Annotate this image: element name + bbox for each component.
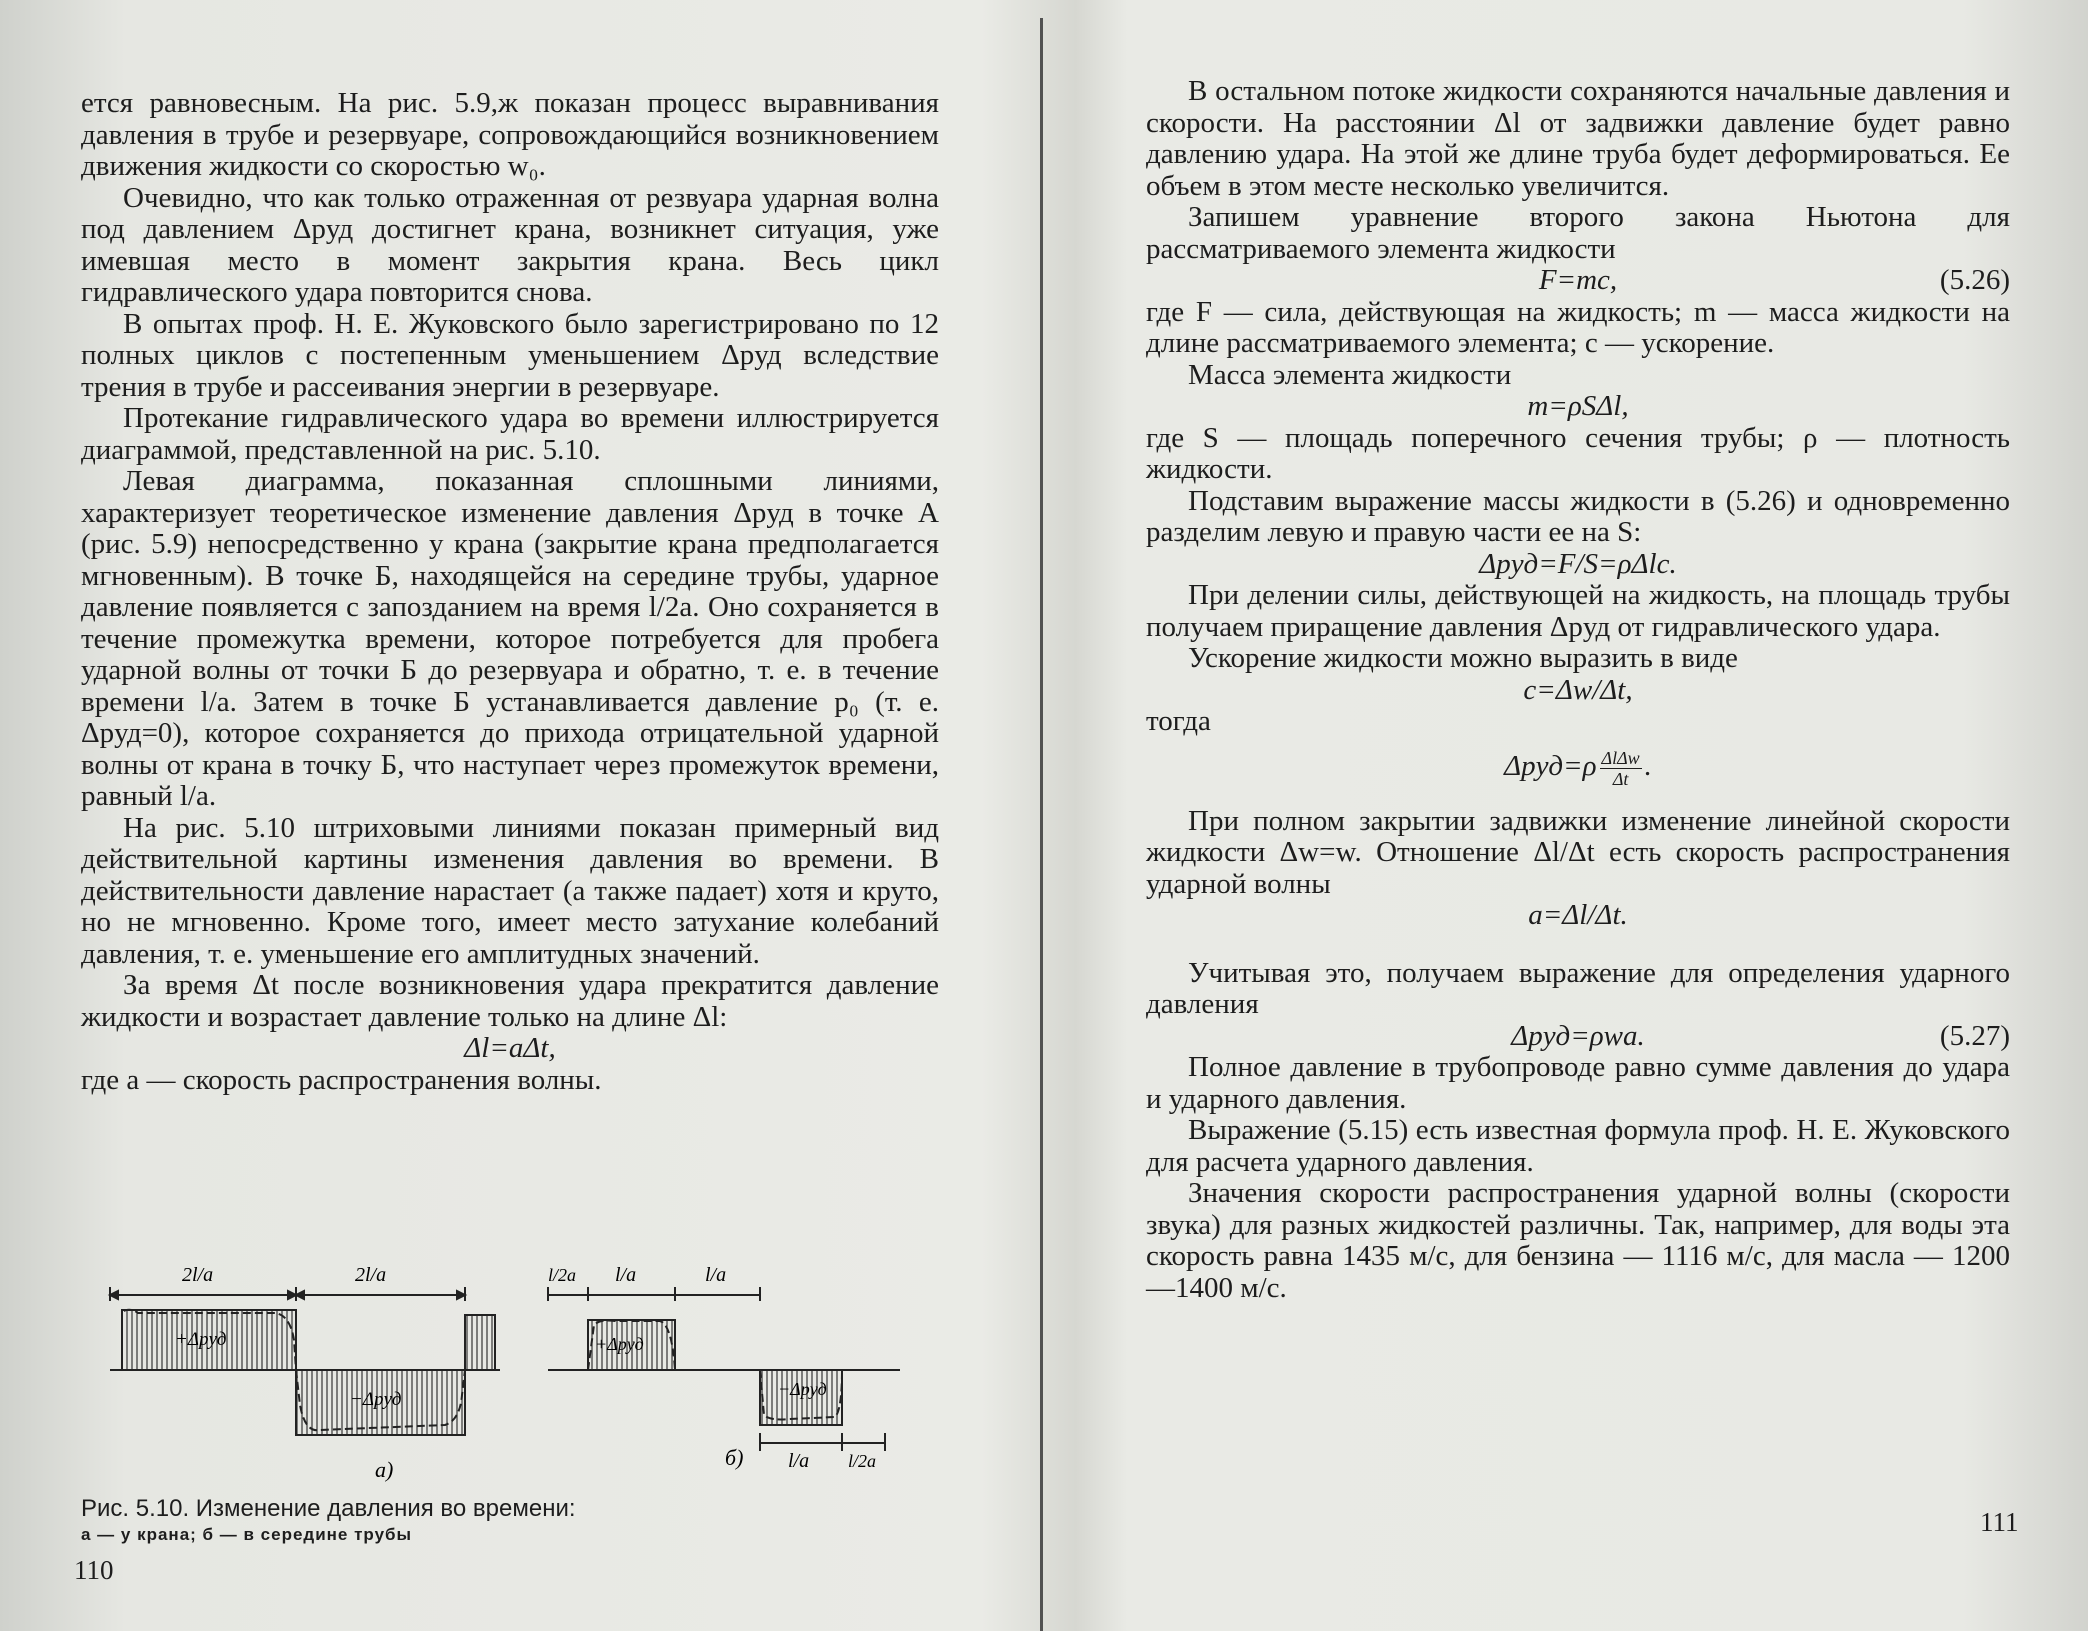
page-number: 110: [74, 1555, 114, 1585]
paragraph: При полном закрытии задвижки изменение линейной скорости жидкости Δw=w. Отношение Δl/Δt есть скорость распространения ударной волны: [1146, 804, 2010, 900]
paragraph: где S — площадь поперечного сечения трубы; ρ — плотность жидкости.: [1146, 421, 2010, 485]
paragraph: ется равновесным. На рис. 5.9,ж показан процесс выравнивания давления в трубе и резервуаре, сопровождающийся возникновением движения жидкости со скоростью w₀.: [81, 87, 939, 182]
paragraph: тогда: [1146, 705, 1211, 737]
formula-text: Δpуд=F/S=ρΔlc.: [1479, 547, 1677, 580]
paragraph: Запишем уравнение второго закона Ньютона для рассматриваемого элемента жидкости: [1146, 201, 2010, 265]
diagram-b: [548, 1287, 900, 1451]
right-text-column: [1146, 76, 2010, 1304]
label-sub-b: б): [725, 1445, 744, 1470]
formula-text: F=mc,: [1538, 264, 1618, 296]
paragraph: При делении силы, действующей на жидкость, на площадь трубы получаем приращение давления Δpуд от гидравлического удара.: [1146, 579, 2010, 643]
formula-text: Δl=aΔt,: [464, 1032, 556, 1064]
equation-number: (5.27): [1939, 1019, 2010, 1052]
figure-5-10: [100, 1245, 920, 1485]
label-sub-a: а): [375, 1457, 394, 1482]
figure-caption: [81, 1495, 621, 1547]
formula-fraction: [1146, 738, 2010, 806]
paragraph: Подставим выражение массы жидкости в (5.26) и одновременно разделим левую и правую части ее на S:: [1146, 484, 2010, 548]
label-2l-a-1: 2l/a: [182, 1264, 214, 1286]
label-l-a-1: l/a: [615, 1264, 637, 1286]
label-pos-a: +Δpуд: [175, 1329, 227, 1350]
paragraph: На рис. 5.10 штриховыми линиями показан примерный вид действительной картины изменения давления во времени. В действительности давление нарастает (а также падает) хотя и круто, но не мгновенно. Кроме того, имеет место затухание колебаний давления, т. е. уменьшение его амплитудных значений.: [81, 811, 939, 970]
paragraph: Значения скорости распространения ударной волны (скорости звука) для разных жидкостей различны. Так, например, для воды эта скорость равна 1435 м/с, для бензина — 1116 м/с, для масла — 1200—1400 м/с.: [1146, 1177, 2010, 1304]
right-page: [1044, 0, 2088, 1631]
caption-legend: а — у крана; б — в середине трубы: [81, 1525, 413, 1544]
paragraph: Протекание гидравлического удара во времени иллюстрируется диаграммой, представленной на рис. 5.10.: [81, 402, 939, 466]
caption-title: Рис. 5.10. Изменение давления во времени:: [81, 1495, 576, 1522]
formula-5-27: [1146, 1021, 2010, 1053]
paragraph: В опытах проф. Н. Е. Жуковского было зарегистрировано по 12 полных циклов с постепенным уменьшением Δpуд вследствие трения в трубе и рассеивания энергии в резервуаре.: [81, 307, 939, 403]
book-spine: [1040, 18, 1043, 1631]
label-neg-b: −Δpуд: [778, 1379, 827, 1399]
fraction-denominator: Δt: [1612, 768, 1629, 789]
formula-text: Δpуд=ρwa.: [1511, 1019, 1645, 1052]
fraction-numerator: ΔlΔw: [1601, 747, 1640, 768]
paragraph: Ускорение жидкости можно выразить в виде: [1188, 642, 1738, 674]
left-text-column: [81, 88, 939, 1096]
formula-text: c=Δw/Δt,: [1523, 673, 1633, 706]
formula-pressure-force: [1146, 549, 2010, 581]
paragraph: Очевидно, что как только отраженная от резвуара ударная волна под давлением Δpуд достигнет крана, возникнет ситуация, уже имевшая место в момент закрытия крана. Весь цикл гидравлического удара повторится снова.: [81, 181, 939, 308]
paragraph: За время Δt после возникновения удара прекратится давление жидкости и возрастает давление только на длине Δl:: [81, 969, 939, 1033]
formula-text: Δpуд=ρ: [1504, 749, 1597, 782]
equation-number: (5.26): [1939, 264, 2010, 296]
formula-wave-speed: [1146, 900, 2010, 932]
paragraph: В остальном потоке жидкости сохраняются начальные давления и скорости. На расстоянии Δl от задвижки давление будет равно давлению удара. На этой же длине труба будет деформироваться. Ее объем в этом месте несколько увеличится.: [1146, 75, 2010, 202]
formula-acceleration: [1146, 675, 2010, 707]
label-l-2a-bottom: l/2a: [848, 1451, 877, 1471]
paragraph: где F — сила, действующая на жидкость; m — масса жидкости на длине рассматриваемого элемента; c — ускорение.: [1146, 295, 2010, 359]
formula-mass: [1146, 391, 2010, 423]
paragraph: Левая диаграмма, показанная сплошными линиями, характеризует теоретическое изменение давления Δpуд в точке A (рис. 5.9) непосредственно у крана (закрытие крана предполагается мгновенным). В точке Б, находящейся на середине трубы, ударное давление появляется с запозданием на время l/2a. Оно сохраняется в течение промежутка времени, которое потребуется для пробега ударной волны от точки Б до резервуара и обратно, т. е. в течение времени l/a. Затем в точке Б устанавливается давление p₀ (т. е. Δpуд=0), которое сохраняется до прихода отрицательной ударной волны от крана в точку Б, что наступает через промежуток времени, равный l/a.: [81, 465, 939, 812]
label-l-a-bottom: l/a: [788, 1450, 810, 1472]
label-2l-a-2: 2l/a: [355, 1264, 387, 1286]
formula-text: .: [1644, 749, 1652, 782]
paragraph: Учитывая это, получаем выражение для определения ударного давления: [1146, 956, 2010, 1020]
paragraph: Выражение (5.15) есть известная формула проф. Н. Е. Жуковского для расчета ударного давления.: [1146, 1114, 2010, 1178]
fraction: [1600, 748, 1642, 789]
left-page: [0, 0, 1040, 1631]
page-number: 111: [1980, 1507, 2019, 1537]
label-pos-b: +Δpуд: [595, 1334, 644, 1354]
diagram-a: [110, 1287, 500, 1435]
formula-text: m=ρSΔl,: [1527, 390, 1629, 422]
label-l-a-2: l/a: [705, 1264, 727, 1286]
paragraph: Масса элемента жидкости: [1188, 358, 1512, 391]
label-l-2a: l/2a: [548, 1265, 577, 1285]
formula-5-26: [1146, 265, 2010, 297]
paragraph: Полное давление в трубопроводе равно сумме давления до удара и ударного давления.: [1146, 1051, 2010, 1115]
formula-text: a=Δl/Δt.: [1528, 899, 1628, 931]
formula-delta-l: [81, 1033, 939, 1065]
label-neg-a: −Δpуд: [350, 1389, 402, 1410]
paragraph: где a — скорость распространения волны.: [81, 1063, 602, 1096]
spacer: [1146, 932, 2010, 958]
